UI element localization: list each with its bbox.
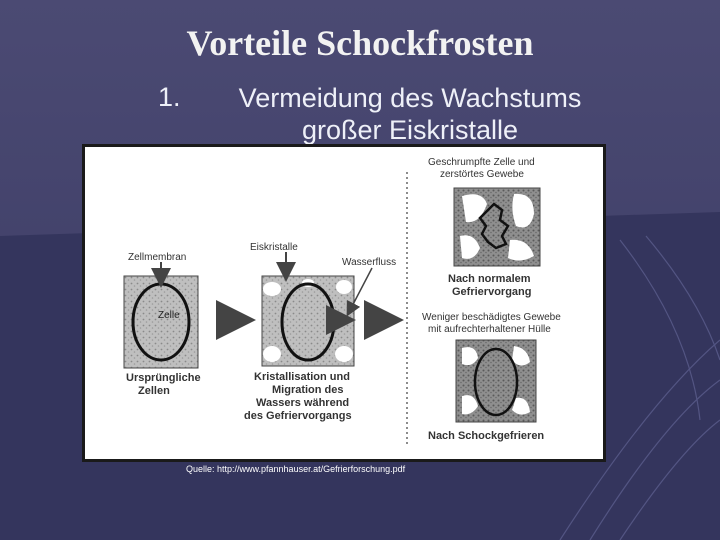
label-less-2: mit aufrechterhaltener Hülle (428, 324, 551, 335)
label-shrunk-1: Geschrumpfte Zelle und (428, 157, 535, 168)
label-normal-2: Gefriervorgang (452, 286, 532, 298)
shock-frozen-cell-group (456, 340, 536, 422)
label-crystal-4: des Gefriervorgangs (244, 410, 352, 422)
label-crystal-3: Wassers während (256, 397, 350, 409)
original-cell-box (124, 276, 198, 368)
label-shrunk-2: zerstörtes Gewebe (440, 169, 524, 180)
bullet-number: 1. (158, 82, 181, 112)
label-less-1: Weniger beschädigtes Gewebe (422, 312, 561, 323)
bullet-text: Vermeidung des Wachstums großer Eiskristalle (238, 83, 582, 145)
crystallizing-cell-group (262, 276, 354, 366)
label-crystal-2: Migration des (272, 384, 344, 396)
label-zellmembran: Zellmembran (128, 252, 187, 263)
ice-crystal (263, 282, 281, 296)
label-zelle: Zelle (158, 310, 180, 321)
source-citation: Quelle: http://www.pfannhauser.at/Gefrierforschung.pdf (186, 464, 406, 474)
label-original-1: Ursprüngliche (126, 372, 201, 384)
label-original-2: Zellen (138, 385, 170, 397)
ice-crystal (335, 346, 353, 362)
freezing-diagram (82, 144, 606, 462)
label-wasserfluss: Wasserfluss (342, 257, 397, 268)
label-eiskristalle: Eiskristalle (250, 242, 298, 253)
label-crystal-1: Kristallisation und (254, 371, 350, 383)
label-shock: Nach Schockgefrieren (428, 430, 545, 442)
ice-crystal (263, 346, 281, 362)
label-normal-1: Nach normalem (448, 273, 531, 285)
ice-crystal (336, 280, 352, 294)
slide-title: Vorteile Schockfrosten (186, 23, 534, 63)
normal-frozen-cell-group (454, 188, 540, 266)
original-cell-group (124, 276, 198, 368)
